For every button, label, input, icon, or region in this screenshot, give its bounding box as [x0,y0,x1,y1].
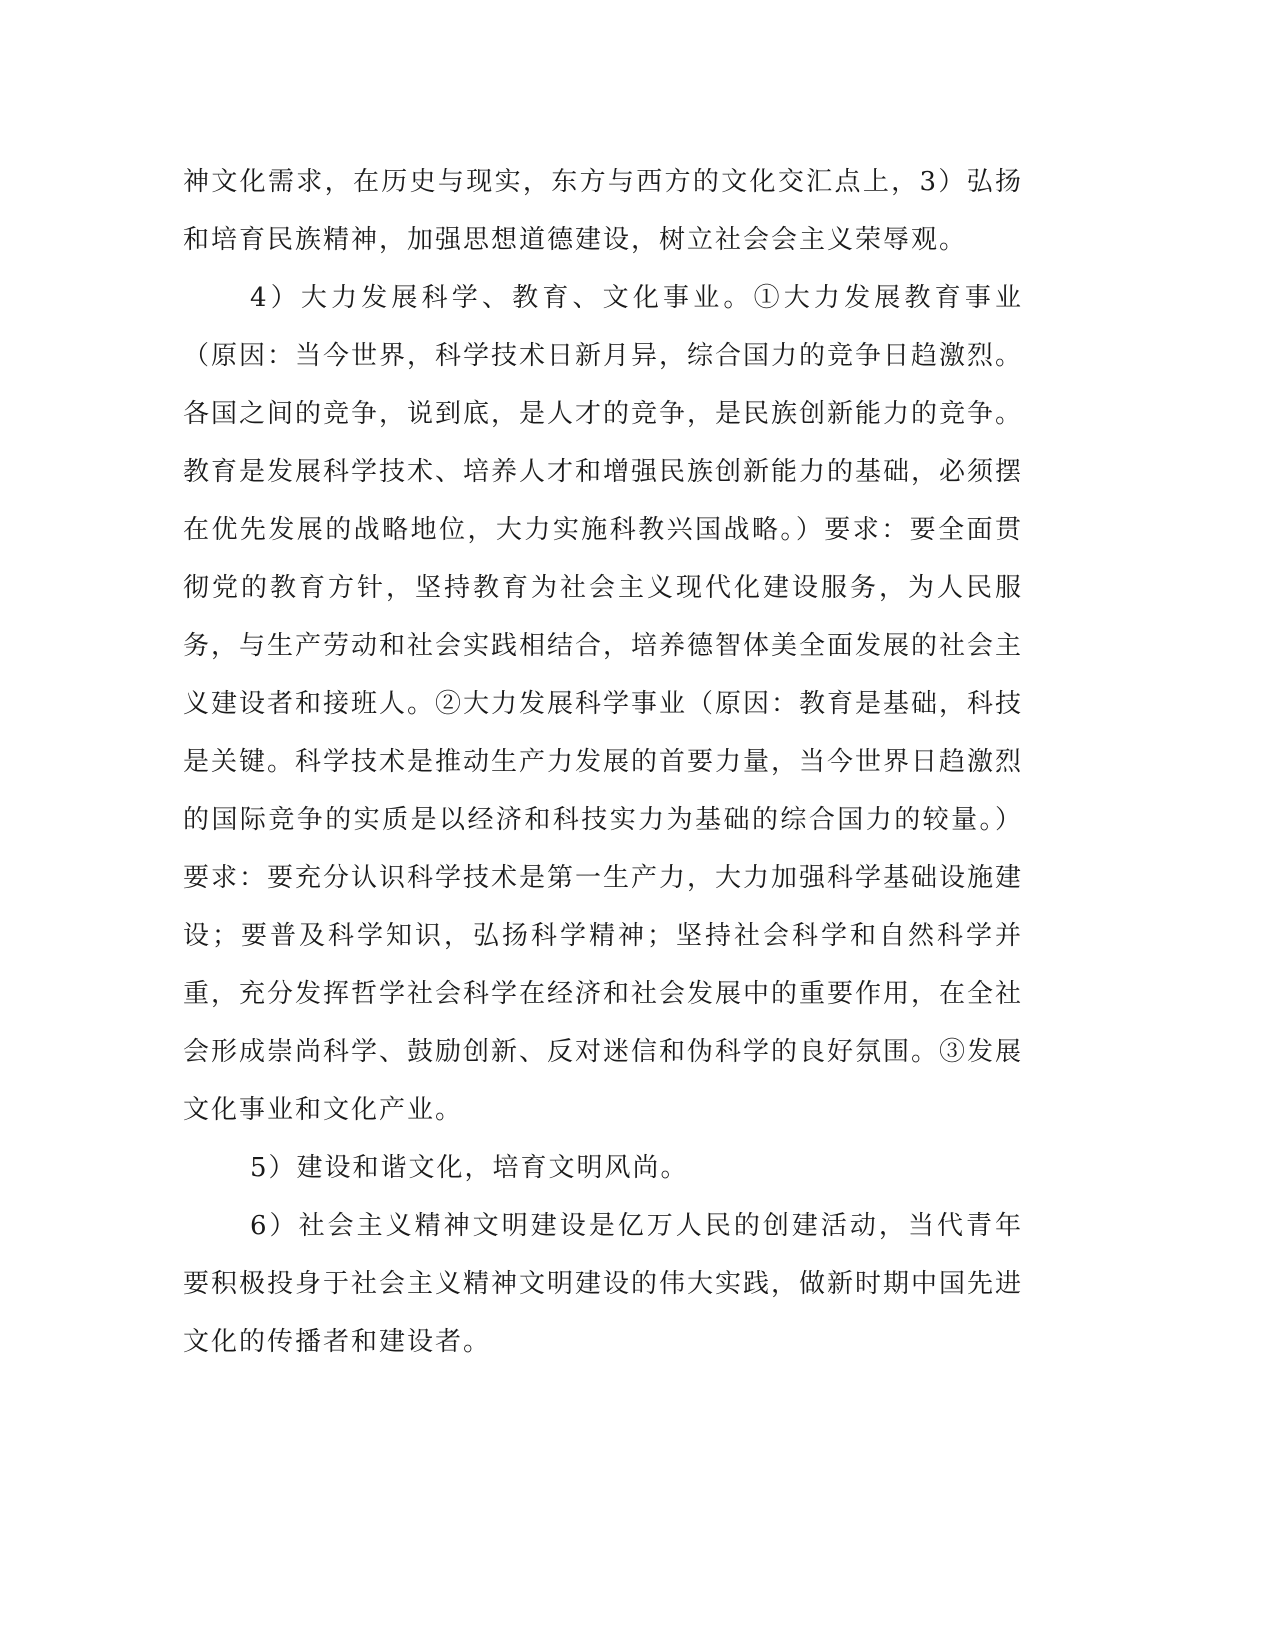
paragraph-science-education-culture: 4）大力发展科学、教育、文化事业。①大力发展教育事业（原因：当今世界，科学技术日新月异，综合国力的竞争日趋激烈。各国之间的竞争，说到底，是人才的竞争，是民族创新能力的竞争。教育是发展科学技术、培养人才和增强民族创新能力的基础，必须摆在优先发展的战略地位，大力实施科教兴国战略。）要求：要全面贯彻党的教育方针，坚持教育为社会主义现代化建设服务，为人民服务，与生产劳动和社会实践相结合，培养德智体美全面发展的社会主义建设者和接班人。②大力发展科学事业（原因：教育是基础，科技是关键。科学技术是推动生产力发展的首要力量，当今世界日趋激烈的国际竞争的实质是以经济和科技实力为基础的综合国力的较量。）要求：要充分认识科学技术是第一生产力，大力加强科学基础设施建设；要普及科学知识，弘扬科学精神；坚持社会科学和自然科学并重，充分发挥哲学社会科学在经济和社会发展中的重要作用，在全社会形成崇尚科学、鼓励创新、反对迷信和伪科学的良好氛围。③发展文化事业和文化产业。 [183,283,1024,1125]
paragraph-harmonious-culture: 5）建设和谐文化，培育文明风尚。 [250,1153,689,1183]
paragraph-continuation: 神文化需求，在历史与现实，东方与西方的文化交汇点上，3）弘扬和培育民族精神，加强思想道德建设，树立社会会主义荣辱观。 [183,167,1023,255]
paragraph-youth-participation: 6）社会主义精神文明建设是亿万人民的创建活动，当代青年要积极投身于社会主义精神文明建设的伟大实践，做新时期中国先进文化的传播者和建设者。 [183,1211,1024,1357]
document-body [183,153,1023,1371]
